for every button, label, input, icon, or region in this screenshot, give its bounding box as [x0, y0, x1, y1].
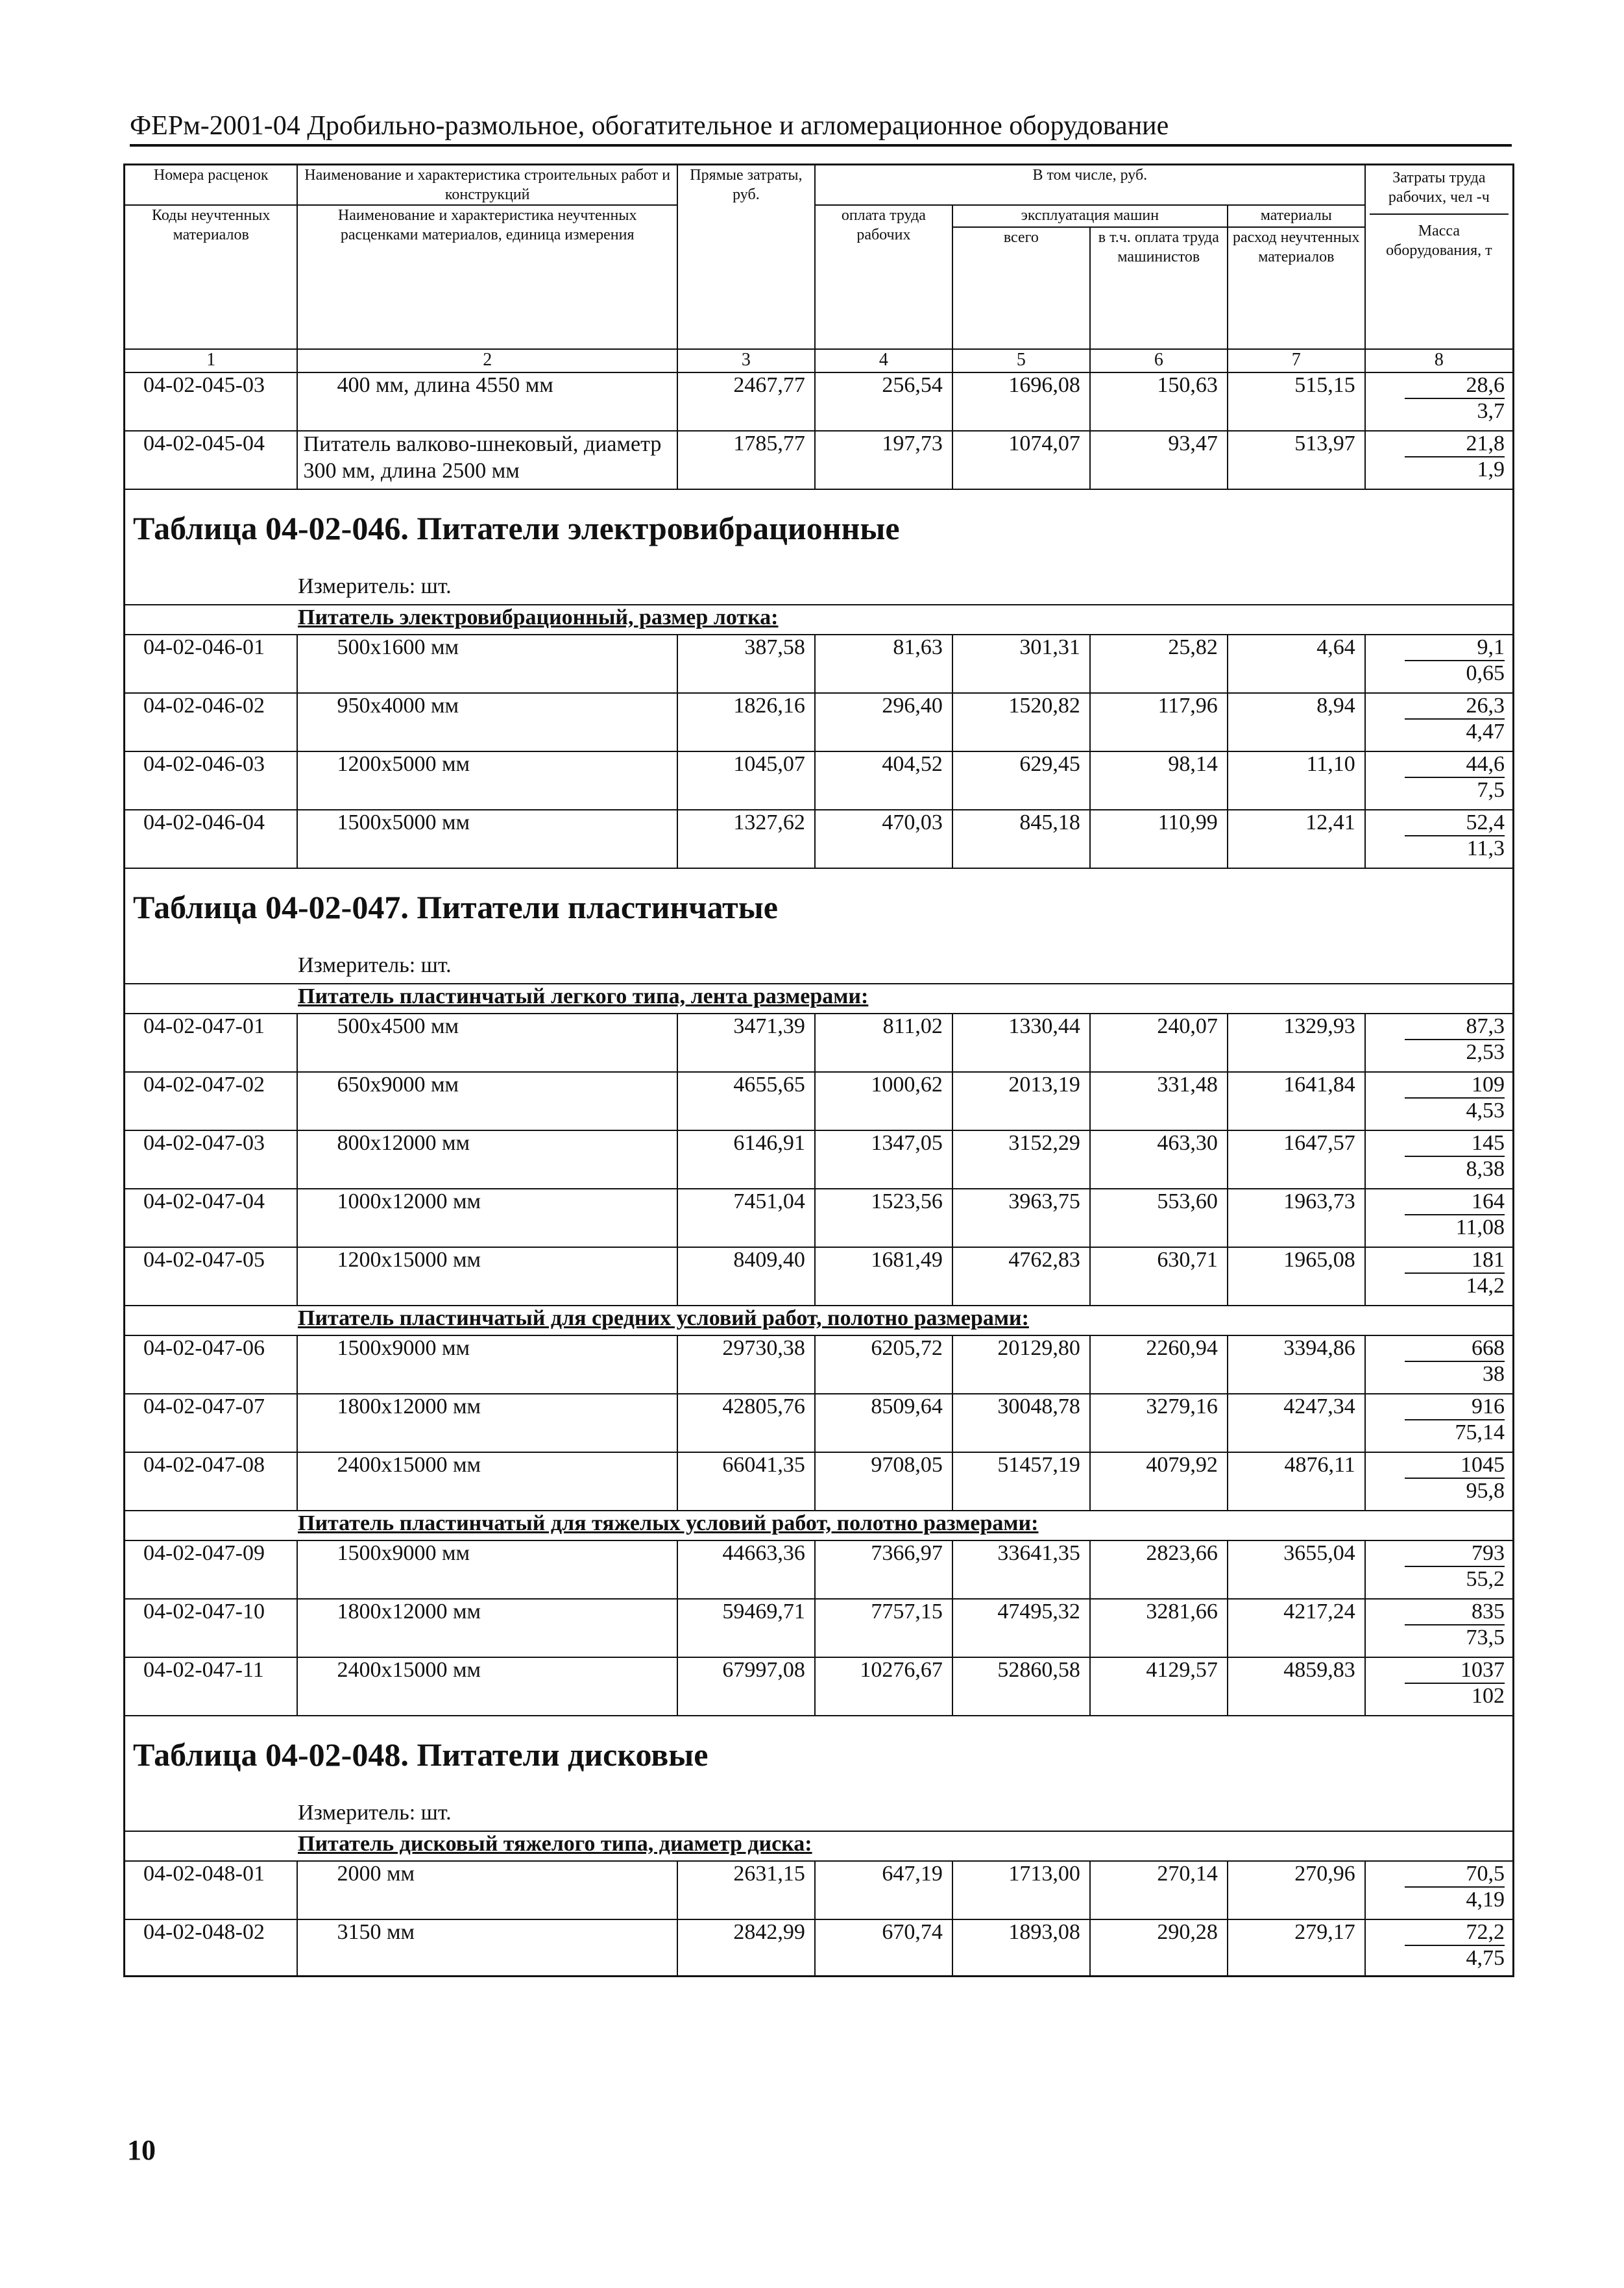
table-row	[125, 1247, 1512, 1306]
worker-wage: 197,73	[815, 431, 952, 489]
rate-code: 04-02-047-11	[143, 1658, 264, 1682]
machines-total: 301,31	[952, 635, 1090, 693]
machines-total: 33641,35	[952, 1540, 1090, 1599]
direct-costs: 1785,77	[677, 431, 815, 489]
worker-wage: 1000,62	[815, 1072, 952, 1130]
rate-code: 04-02-046-04	[143, 810, 265, 834]
work-name: 1500х9000 мм	[297, 1540, 677, 1599]
direct-costs: 29730,38	[677, 1335, 815, 1394]
machines-total: 47495,32	[952, 1599, 1090, 1657]
direct-costs: 2842,99	[677, 1919, 815, 1977]
rate-code: 04-02-048-01	[143, 1862, 265, 1886]
worker-wage: 1523,56	[815, 1189, 952, 1247]
rate-code: 04-02-048-02	[143, 1920, 265, 1944]
rate-code: 04-02-046-01	[143, 635, 265, 659]
labor-and-mass	[1365, 810, 1512, 868]
header-direct-costs: Прямые затраты, руб.	[677, 165, 815, 350]
work-name: 400 мм, длина 4550 мм	[297, 372, 677, 431]
work-name: 500х1600 мм	[297, 635, 677, 693]
direct-costs: 4655,65	[677, 1072, 815, 1130]
labor-costs: 26,3	[1405, 694, 1505, 720]
materials-cost: 279,17	[1228, 1919, 1365, 1977]
materials-cost: 1963,73	[1228, 1189, 1365, 1247]
rate-code: 04-02-047-02	[143, 1073, 265, 1097]
direct-costs: 2631,15	[677, 1861, 815, 1919]
direct-costs: 6146,91	[677, 1130, 815, 1189]
machinist-wage: 93,47	[1090, 431, 1228, 489]
direct-costs: 387,58	[677, 635, 815, 693]
machinist-wage: 2260,94	[1090, 1335, 1228, 1394]
work-name: 1800х12000 мм	[297, 1394, 677, 1452]
machinist-wage: 117,96	[1090, 693, 1228, 751]
work-name: 1800х12000 мм	[297, 1599, 677, 1657]
worker-wage: 7366,97	[815, 1540, 952, 1599]
machinist-wage: 290,28	[1090, 1919, 1228, 1977]
machines-total: 4762,83	[952, 1247, 1090, 1306]
machines-total: 3963,75	[952, 1189, 1090, 1247]
machines-total: 2013,19	[952, 1072, 1090, 1130]
labor-and-mass	[1365, 1452, 1512, 1511]
work-name: 2400х15000 мм	[297, 1452, 677, 1511]
machinist-wage: 331,48	[1090, 1072, 1228, 1130]
direct-costs: 7451,04	[677, 1189, 815, 1247]
labor-costs: 109	[1405, 1073, 1505, 1099]
labor-costs: 1037	[1405, 1658, 1505, 1684]
header-labor-costs	[1365, 165, 1512, 350]
column-number: 7	[1228, 349, 1365, 372]
equipment-mass: 11,08	[1455, 1215, 1505, 1239]
worker-wage: 6205,72	[815, 1335, 952, 1394]
header-work-name: Наименование и характеристика строительных работ и конструкций	[297, 165, 677, 206]
column-number: 8	[1365, 349, 1512, 372]
header-wage: оплата труда рабочих	[815, 205, 952, 349]
labor-costs: 181	[1405, 1248, 1505, 1274]
worker-wage: 404,52	[815, 751, 952, 810]
equipment-mass: 2,53	[1466, 1040, 1505, 1064]
header-machines: эксплуатация машин	[952, 205, 1228, 227]
labor-and-mass	[1365, 1540, 1512, 1599]
labor-and-mass	[1365, 635, 1512, 693]
worker-wage: 9708,05	[815, 1452, 952, 1511]
machines-total: 1520,82	[952, 693, 1090, 751]
table-row	[125, 1452, 1512, 1511]
labor-costs: 668	[1405, 1336, 1505, 1362]
materials-cost: 515,15	[1228, 372, 1365, 431]
labor-and-mass	[1365, 693, 1512, 751]
machines-total: 30048,78	[952, 1394, 1090, 1452]
worker-wage: 81,63	[815, 635, 952, 693]
header-including: В том числе, руб.	[815, 165, 1365, 206]
table-row	[125, 431, 1512, 489]
labor-and-mass	[1365, 1335, 1512, 1394]
table-row	[125, 693, 1512, 751]
machines-total: 1696,08	[952, 372, 1090, 431]
labor-and-mass	[1365, 751, 1512, 810]
table-title-047: Таблица 04-02-047. Питатели пластинчатые	[125, 868, 1512, 953]
materials-cost: 1329,93	[1228, 1014, 1365, 1072]
direct-costs: 66041,35	[677, 1452, 815, 1511]
header-rate-numbers: Номера расценок	[125, 165, 297, 206]
direct-costs: 3471,39	[677, 1014, 815, 1072]
rate-code: 04-02-047-04	[143, 1189, 265, 1213]
work-name: 800х12000 мм	[297, 1130, 677, 1189]
subheader-heavy-plate-feeder: Питатель пластинчатый для тяжелых условий работ, полотно размерами:	[125, 1511, 1512, 1540]
worker-wage: 811,02	[815, 1014, 952, 1072]
labor-costs: 9,1	[1405, 635, 1505, 661]
direct-costs: 44663,36	[677, 1540, 815, 1599]
materials-cost: 513,97	[1228, 431, 1365, 489]
materials-cost: 3655,04	[1228, 1540, 1365, 1599]
page-number: 10	[127, 2134, 156, 2166]
rate-code: 04-02-045-04	[143, 432, 265, 456]
work-name: 1000х12000 мм	[297, 1189, 677, 1247]
table-row	[125, 1130, 1512, 1189]
worker-wage: 647,19	[815, 1861, 952, 1919]
machinist-wage: 2823,66	[1090, 1540, 1228, 1599]
rate-code: 04-02-047-07	[143, 1394, 265, 1418]
column-number: 1	[125, 349, 297, 372]
table-title-048: Таблица 04-02-048. Питатели дисковые	[125, 1716, 1512, 1801]
rate-code: 04-02-047-03	[143, 1131, 265, 1155]
table-title-046: Таблица 04-02-046. Питатели электровибрационные	[125, 489, 1512, 574]
work-name: 1200х15000 мм	[297, 1247, 677, 1306]
labor-costs: 44,6	[1405, 752, 1505, 778]
equipment-mass: 4,19	[1466, 1888, 1505, 1912]
labor-and-mass	[1365, 1247, 1512, 1306]
labor-costs: 916	[1405, 1394, 1505, 1420]
machines-total: 52860,58	[952, 1657, 1090, 1716]
work-name: 950х4000 мм	[297, 693, 677, 751]
subheader-medium-plate-feeder: Питатель пластинчатый для средних условий работ, полотно размерами:	[125, 1306, 1512, 1335]
equipment-mass: 102	[1472, 1684, 1505, 1708]
work-name: 1500х9000 мм	[297, 1335, 677, 1394]
machinist-wage: 110,99	[1090, 810, 1228, 868]
direct-costs: 42805,76	[677, 1394, 815, 1452]
column-number: 3	[677, 349, 815, 372]
machinist-wage: 463,30	[1090, 1130, 1228, 1189]
equipment-mass: 4,75	[1466, 1946, 1505, 1970]
labor-and-mass	[1365, 372, 1512, 431]
table-row	[125, 810, 1512, 868]
direct-costs: 1327,62	[677, 810, 815, 868]
labor-and-mass	[1365, 1130, 1512, 1189]
table-row	[125, 1394, 1512, 1452]
equipment-mass: 73,5	[1466, 1625, 1505, 1649]
labor-and-mass	[1365, 1599, 1512, 1657]
labor-and-mass	[1365, 1394, 1512, 1452]
work-name: 1500х5000 мм	[297, 810, 677, 868]
header-material-codes: Коды неучтенных материалов	[152, 207, 271, 243]
rate-code: 04-02-047-10	[143, 1600, 265, 1624]
measure-unit: Измеритель: шт.	[125, 953, 1512, 984]
work-name: 2400х15000 мм	[297, 1657, 677, 1716]
direct-costs: 1826,16	[677, 693, 815, 751]
rate-code: 04-02-047-05	[143, 1248, 265, 1272]
labor-and-mass	[1365, 1189, 1512, 1247]
worker-wage: 670,74	[815, 1919, 952, 1977]
equipment-mass: 1,9	[1477, 457, 1505, 481]
table-row	[125, 1072, 1512, 1130]
equipment-mass: 75,14	[1455, 1420, 1505, 1444]
machinist-wage: 630,71	[1090, 1247, 1228, 1306]
column-number: 4	[815, 349, 952, 372]
worker-wage: 296,40	[815, 693, 952, 751]
materials-cost: 270,96	[1228, 1861, 1365, 1919]
equipment-mass: 14,2	[1466, 1274, 1505, 1298]
worker-wage: 470,03	[815, 810, 952, 868]
table-row	[125, 1861, 1512, 1919]
machinist-wage: 150,63	[1090, 372, 1228, 431]
machinist-wage: 553,60	[1090, 1189, 1228, 1247]
labor-and-mass	[1365, 431, 1512, 489]
table-row	[125, 1599, 1512, 1657]
direct-costs: 67997,08	[677, 1657, 815, 1716]
document-table-frame	[123, 164, 1514, 1977]
header-labor-costs-label: Затраты труда рабочих, чел -ч	[1370, 168, 1509, 215]
machinist-wage: 25,82	[1090, 635, 1228, 693]
machines-total: 629,45	[952, 751, 1090, 810]
direct-costs: 1045,07	[677, 751, 815, 810]
page-header: ФЕРм-2001-04 Дробильно-размольное, обогатительное и агломерационное оборудование	[130, 110, 1512, 147]
direct-costs: 2467,77	[677, 372, 815, 431]
header-machinist-wage: в т.ч. оплата труда машинистов	[1090, 227, 1228, 349]
rates-table	[125, 164, 1512, 1977]
materials-cost: 3394,86	[1228, 1335, 1365, 1394]
machinist-wage: 3281,66	[1090, 1599, 1228, 1657]
machines-total: 20129,80	[952, 1335, 1090, 1394]
direct-costs: 8409,40	[677, 1247, 815, 1306]
work-name: 500х4500 мм	[297, 1014, 677, 1072]
materials-cost: 1641,84	[1228, 1072, 1365, 1130]
labor-costs: 835	[1405, 1600, 1505, 1625]
header-material-name: Наименование и характеристика неучтенных расценками материалов, единица измерения	[297, 205, 677, 349]
labor-and-mass	[1365, 1072, 1512, 1130]
labor-and-mass	[1365, 1919, 1512, 1977]
work-name: 2000 мм	[297, 1861, 677, 1919]
worker-wage: 10276,67	[815, 1657, 952, 1716]
materials-cost: 11,10	[1228, 751, 1365, 810]
materials-cost: 4876,11	[1228, 1452, 1365, 1511]
machines-total: 3152,29	[952, 1130, 1090, 1189]
measure-unit: Измеритель: шт.	[125, 1801, 1512, 1831]
materials-cost: 1965,08	[1228, 1247, 1365, 1306]
materials-cost: 1647,57	[1228, 1130, 1365, 1189]
materials-cost: 4859,83	[1228, 1657, 1365, 1716]
worker-wage: 8509,64	[815, 1394, 952, 1452]
labor-costs: 70,5	[1405, 1862, 1505, 1888]
labor-costs: 164	[1405, 1189, 1505, 1215]
subheader-vibratory-feeder: Питатель электровибрационный, размер лотка:	[125, 605, 1512, 635]
labor-and-mass	[1365, 1014, 1512, 1072]
table-row	[125, 1657, 1512, 1716]
subheader-light-plate-feeder: Питатель пластинчатый легкого типа, лента размерами:	[125, 984, 1512, 1014]
work-name: 3150 мм	[297, 1919, 677, 1977]
table-row	[125, 1014, 1512, 1072]
table-row	[125, 1189, 1512, 1247]
materials-cost: 4217,24	[1228, 1599, 1365, 1657]
rate-code: 04-02-047-06	[143, 1336, 265, 1360]
machines-total: 1713,00	[952, 1861, 1090, 1919]
column-number: 6	[1090, 349, 1228, 372]
machines-total: 1893,08	[952, 1919, 1090, 1977]
table-row	[125, 635, 1512, 693]
column-number: 2	[297, 349, 677, 372]
equipment-mass: 95,8	[1466, 1479, 1505, 1503]
equipment-mass: 11,3	[1466, 836, 1505, 860]
table-row	[125, 751, 1512, 810]
machinist-wage: 240,07	[1090, 1014, 1228, 1072]
labor-costs: 52,4	[1405, 810, 1505, 836]
machinist-wage: 4079,92	[1090, 1452, 1228, 1511]
header-materials: материалы	[1228, 205, 1365, 227]
equipment-mass: 4,47	[1466, 720, 1505, 744]
machines-total: 1074,07	[952, 431, 1090, 489]
rate-code: 04-02-047-01	[143, 1014, 265, 1038]
labor-and-mass	[1365, 1657, 1512, 1716]
materials-cost: 8,94	[1228, 693, 1365, 751]
rate-code: 04-02-045-03	[143, 373, 265, 397]
work-name: 650х9000 мм	[297, 1072, 677, 1130]
equipment-mass: 3,7	[1477, 399, 1505, 423]
rate-code: 04-02-047-09	[143, 1541, 265, 1565]
work-name: 1200х5000 мм	[297, 751, 677, 810]
machinist-wage: 3279,16	[1090, 1394, 1228, 1452]
worker-wage: 1347,05	[815, 1130, 952, 1189]
equipment-mass: 7,5	[1477, 778, 1505, 802]
machines-total: 51457,19	[952, 1452, 1090, 1511]
equipment-mass: 38	[1483, 1362, 1505, 1386]
materials-cost: 4,64	[1228, 635, 1365, 693]
labor-costs: 793	[1405, 1541, 1505, 1567]
worker-wage: 1681,49	[815, 1247, 952, 1306]
table-row	[125, 1919, 1512, 1977]
table-row	[125, 1540, 1512, 1599]
labor-costs: 21,8	[1405, 432, 1505, 457]
machines-total: 845,18	[952, 810, 1090, 868]
table-row	[125, 1335, 1512, 1394]
machines-total: 1330,44	[952, 1014, 1090, 1072]
direct-costs: 59469,71	[677, 1599, 815, 1657]
materials-cost: 12,41	[1228, 810, 1365, 868]
equipment-mass: 8,38	[1466, 1157, 1505, 1181]
equipment-mass: 55,2	[1466, 1567, 1505, 1591]
labor-costs: 1045	[1405, 1453, 1505, 1479]
header-machines-total: всего	[952, 227, 1090, 349]
table-row	[125, 372, 1512, 431]
subheader-disc-feeder: Питатель дисковый тяжелого типа, диаметр диска:	[125, 1831, 1512, 1861]
machinist-wage: 4129,57	[1090, 1657, 1228, 1716]
header-equipment-mass-label: Масса оборудования, т	[1386, 223, 1492, 259]
equipment-mass: 0,65	[1466, 661, 1505, 685]
labor-costs: 28,6	[1405, 373, 1505, 399]
column-number: 5	[952, 349, 1090, 372]
work-name: Питатель валково-шнековый, диаметр 300 мм, длина 2500 мм	[297, 431, 677, 489]
rate-code: 04-02-046-02	[143, 694, 265, 718]
equipment-mass: 4,53	[1466, 1099, 1505, 1123]
rate-code: 04-02-047-08	[143, 1453, 265, 1477]
labor-costs: 87,3	[1405, 1014, 1505, 1040]
labor-and-mass	[1365, 1861, 1512, 1919]
header-unaccounted-materials: расход неучтенных материалов	[1228, 227, 1365, 349]
worker-wage: 7757,15	[815, 1599, 952, 1657]
worker-wage: 256,54	[815, 372, 952, 431]
labor-costs: 72,2	[1405, 1920, 1505, 1946]
measure-unit: Измеритель: шт.	[125, 574, 1512, 605]
labor-costs: 145	[1405, 1131, 1505, 1157]
materials-cost: 4247,34	[1228, 1394, 1365, 1452]
rate-code: 04-02-046-03	[143, 752, 265, 776]
machinist-wage: 270,14	[1090, 1861, 1228, 1919]
machinist-wage: 98,14	[1090, 751, 1228, 810]
